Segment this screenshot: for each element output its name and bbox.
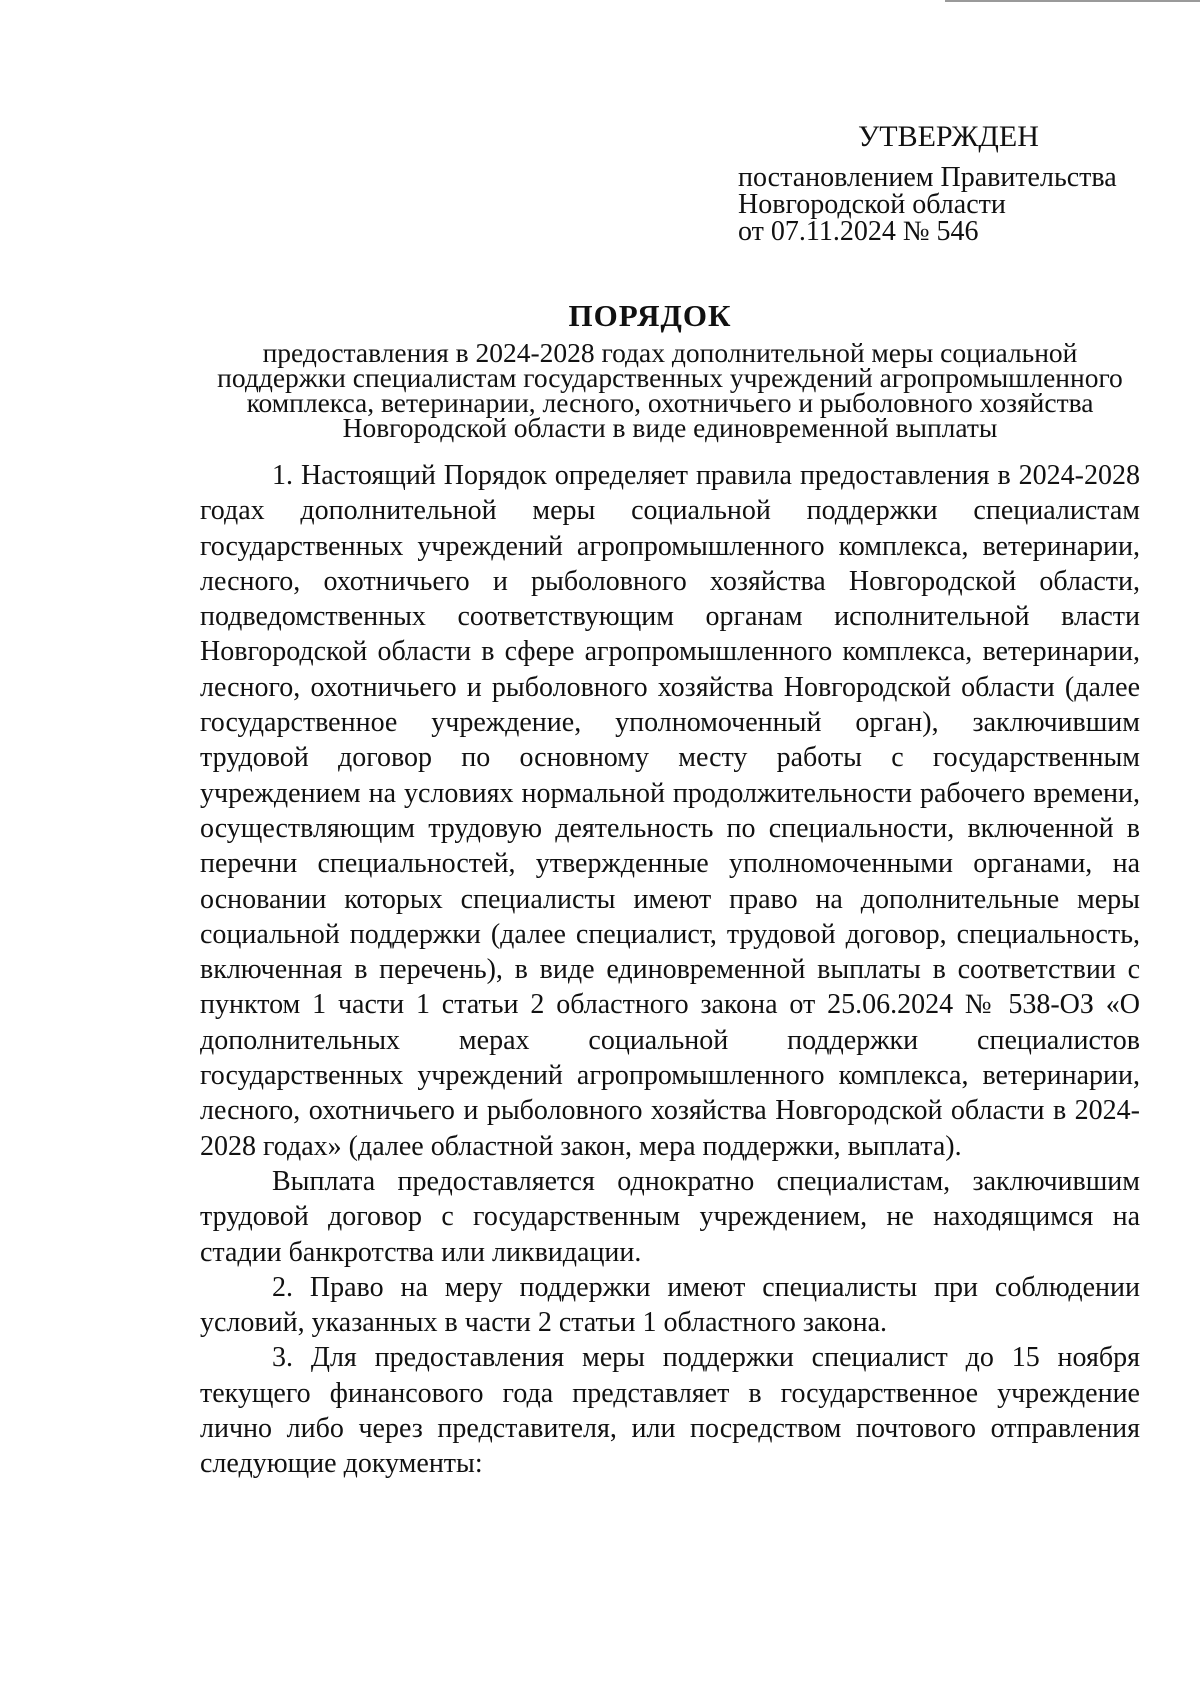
subtitle-line-2: поддержки специалистам государственных учреждений агропромышленного (217, 362, 1123, 393)
paragraph-1: 1. Настоящий Порядок определяет правила предоставления в 2024-2028 годах дополнительной меры социальной поддержки специалистам государственных учреждений агропромышленного комплекса, ветеринарии, лесного, охотничьего и рыболовного хозяйства Новгородской области, подведомственных соответствующим органам исполнительной власти Новгородской области в сфере агропромышленного комплекса, ветеринарии, лесного, охотничьего и рыболовного хозяйства Новгородской области (далее государственное учреждение, уполномоченный орган), заключившим трудовой договор по основному месту работы с государственным учреждением на условиях нормальной продолжительности рабочего времени, осуществляющим трудовую деятельность по специальности, включенной в перечни специальностей, утвержденные уполномоченными органами, на основании которых специалисты имеют право на дополнительные меры социальной поддержки (далее специалист, трудовой договор, специальность, включенная в перечень), в виде единовременной выплаты в соответствии с пунктом 1 части 1 статьи 2 областного закона от 25.06.2024 № 538-ОЗ «О дополнительных мерах социальной поддержки специалистов государственных учреждений агропромышленного комплекса, ветеринарии, лесного, охотничьего и рыболовного хозяйства Новгородской области в 2024-2028 годах» (далее областной закон, мера поддержки, выплата). (200, 460, 1140, 1162)
subtitle-line-4: Новгородской области в виде единовременной выплаты (342, 412, 998, 443)
approval-line-3: от 07.11.2024 № 546 (738, 216, 979, 247)
paragraph-4: 3. Для предоставления меры поддержки специалист до 15 ноября текущего финансового года представляет в государственное учреждение лично либо через представителя, или посредством почтового отправления следующие документы: (200, 1342, 1140, 1480)
approval-heading: УТВЕРЖДЕН (858, 120, 1039, 153)
subtitle-line-1: предоставления в 2024-2028 годах дополнительной меры социальной (262, 337, 1078, 368)
approval-stamp-block (738, 120, 1158, 245)
paragraph-3: 2. Право на меру поддержки имеют специалисты при соблюдении условий, указанных в части 2 статьи 1 областного закона. (200, 1271, 1140, 1339)
document-body (200, 458, 1140, 1482)
approval-line-2: Новгородской области (738, 189, 1006, 220)
paragraph-2: Выплата предоставляется однократно специалистам, заключившим трудовой договор с государственным учреждением, не находящимся на стадии банкротства или ликвидации. (200, 1165, 1140, 1268)
document-title: ПОРЯДОК (568, 298, 732, 333)
scan-edge-line (945, 0, 1200, 2)
document-subtitle (190, 337, 1150, 443)
subtitle-line-3: комплекса, ветеринарии, лесного, охотничьего и рыболовного хозяйства (246, 387, 1094, 418)
approval-line-1: постановлением Правительства (738, 162, 1117, 193)
